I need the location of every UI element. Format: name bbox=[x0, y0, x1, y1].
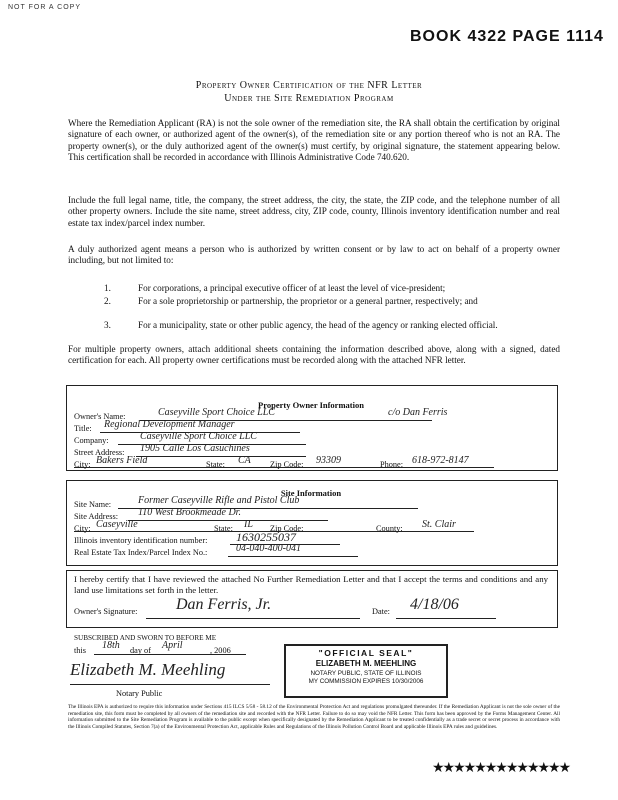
owner-info-heading: Property Owner Information bbox=[258, 400, 364, 410]
notary-day-of-label: day of bbox=[130, 646, 151, 655]
certification-statement: I hereby certify that I have reviewed the attached No Further Remediation Letter and that I accept the terms and conditions and any land use limitations set forth in the letter. bbox=[74, 574, 548, 595]
list-item: For a sole proprietorship or partnership, the proprietor or a general partner, respectively; and bbox=[138, 296, 478, 306]
owner-zip-label: Zip Code: bbox=[270, 460, 304, 469]
owner-company-value: Caseyville Sport Choice LLC bbox=[140, 431, 257, 442]
owner-name-value: Caseyville Sport Choice LLC bbox=[158, 407, 275, 418]
owner-city-value: Bakers Field bbox=[96, 455, 148, 466]
intro-paragraph: Where the Remediation Applicant (RA) is not the sole owner of the remediation site, the RA shall obtain the certification by original signature of each owner, or authorized agent of the owner(s), of the remediation site or any portion thereof who is not an RA. The property owner(s), or the duly authorized agent of the owner(s) must certify, by original signature, the statement appearing below. This certification shall be recorded in accordance with Illinois Administrative Code 740.620. bbox=[68, 118, 560, 163]
seal-state: NOTARY PUBLIC, STATE OF ILLINOIS bbox=[310, 670, 422, 677]
owner-state-label: State: bbox=[206, 460, 225, 469]
seal-title: "OFFICIAL SEAL" bbox=[318, 648, 414, 658]
site-address-value: 110 West Brookmeade Dr. bbox=[138, 507, 241, 518]
official-seal bbox=[284, 644, 448, 698]
document-subtitle: Under the Site Remediation Program bbox=[224, 93, 394, 104]
subscribed-label: SUBSCRIBED AND SWORN TO BEFORE ME bbox=[74, 634, 217, 642]
notary-public-label: Notary Public bbox=[116, 689, 163, 698]
include-paragraph: Include the full legal name, title, the company, the street address, the city, the state, the ZIP code, and the telephone number of all other property owners. Include the site name, street address, city, ZIP code, county, Illinois inventory identification number and real estate tax index/parcel index number. bbox=[68, 195, 560, 228]
site-city-value: Caseyville bbox=[96, 519, 138, 530]
site-info-heading: Site Information bbox=[280, 488, 342, 498]
top-left-stamp: NOT FOR A COPY bbox=[8, 4, 81, 11]
notary-signature: Elizabeth M. Meehling bbox=[70, 660, 226, 679]
document-title: Property Owner Certification of the NFR Letter bbox=[195, 80, 423, 91]
owner-care-of-value: c/o Dan Ferris bbox=[388, 407, 448, 418]
owner-title-value: Regional Development Manager bbox=[104, 419, 235, 430]
site-name-value: Former Caseyville Rifle and Pistol Club bbox=[138, 495, 300, 506]
site-address-label: Site Address: bbox=[74, 512, 119, 521]
owner-name-label: Owner's Name: bbox=[74, 412, 126, 421]
site-name-label: Site Name: bbox=[74, 500, 112, 509]
list-number: 2. bbox=[104, 296, 111, 306]
site-state-label: State: bbox=[214, 524, 233, 533]
list-number: 1. bbox=[104, 283, 111, 293]
site-county-value: St. Clair bbox=[422, 519, 456, 530]
seal-name: ELIZABETH M. MEEHLING bbox=[315, 659, 417, 668]
notary-signature-line bbox=[70, 676, 270, 685]
owner-phone-label: Phone: bbox=[380, 460, 404, 469]
footer-disclaimer: The Illinois EPA is authorized to require this information under Sections 415 ILCS 5/58 - 58.12 of the Environmental Protection Act and regulations promulgated thereunder. If the Remediation Applicant is not the sole owner of the remediation site, this form must be completed by all owners of the remediation site and recorded with the NFR Letter. Failure to do so may void the NFR Letter. This form has been approved by the Forms Management Center. All information submitted to the Site Remediation Program is available to the public except when specifically designated by the Remediation Applicant to be treated confidentially as a trade secret or secret process in accordance with the Illinois Compiled Statutes, Section 7(a) of the Environmental Protection Act, applicable Rules and Regulations of the Illinois Pollution Control Board and applicable Illinois EPA rules and guidelines. bbox=[68, 704, 560, 730]
iiin-value: 1630255037 bbox=[236, 530, 296, 544]
site-city-label: City: bbox=[74, 524, 91, 533]
owner-signature-value: Dan Ferris, Jr. bbox=[176, 596, 272, 613]
site-state-value: IL bbox=[244, 519, 253, 530]
tax-index-label: Real Estate Tax Index/Parcel Index No.: bbox=[74, 548, 208, 557]
agent-paragraph: A duly authorized agent means a person who is authorized by written consent or by law to act on behalf of a property owner including, but not limited to: bbox=[68, 244, 560, 266]
book-page-number: BOOK 4322 PAGE 1114 bbox=[410, 28, 604, 45]
owner-zip-value: 93309 bbox=[316, 455, 341, 466]
multiple-owners-paragraph: For multiple property owners, attach additional sheets containing the information described above, along with a signed, dated certification for each. All property owner certifications must be recorded along with the attached NFR letter. bbox=[68, 344, 560, 366]
site-county-label: County: bbox=[376, 524, 403, 533]
owner-company-label: Company: bbox=[74, 436, 109, 445]
list-item: For a municipality, state or other public agency, the head of the agency or ranking elected official. bbox=[138, 320, 498, 330]
iiin-label: Illinois inventory identification number: bbox=[74, 536, 208, 545]
owner-city-label: City: bbox=[74, 460, 91, 469]
notary-day-value: 18th bbox=[102, 640, 120, 651]
notary-month-value: April bbox=[162, 640, 183, 651]
owner-state-value: CA bbox=[238, 455, 251, 466]
owner-street-value: 1905 Calle Los Casuchines bbox=[140, 443, 250, 454]
site-zip-label: Zip Code: bbox=[270, 524, 304, 533]
date-label: Date: bbox=[372, 607, 390, 616]
seal-expires: MY COMMISSION EXPIRES 10/30/2006 bbox=[308, 678, 424, 685]
owner-city-line bbox=[74, 455, 494, 468]
list-item: For corporations, a principal executive officer of at least the level of vice-president; bbox=[138, 283, 446, 293]
notary-year-label: , 2006 bbox=[210, 646, 231, 655]
owner-street-label: Street Address: bbox=[74, 448, 125, 457]
owner-phone-value: 618-972-8147 bbox=[412, 455, 469, 466]
date-value: 4/18/06 bbox=[410, 596, 459, 613]
tax-index-value: 04-040-400-041 bbox=[236, 543, 301, 554]
notary-this-label: this bbox=[74, 646, 86, 655]
owner-signature-label: Owner's Signature: bbox=[74, 607, 138, 616]
star-border: ★★★★★★★★★★★★★ bbox=[432, 761, 570, 776]
list-number: 3. bbox=[104, 320, 111, 330]
owner-title-label: Title: bbox=[74, 424, 92, 433]
